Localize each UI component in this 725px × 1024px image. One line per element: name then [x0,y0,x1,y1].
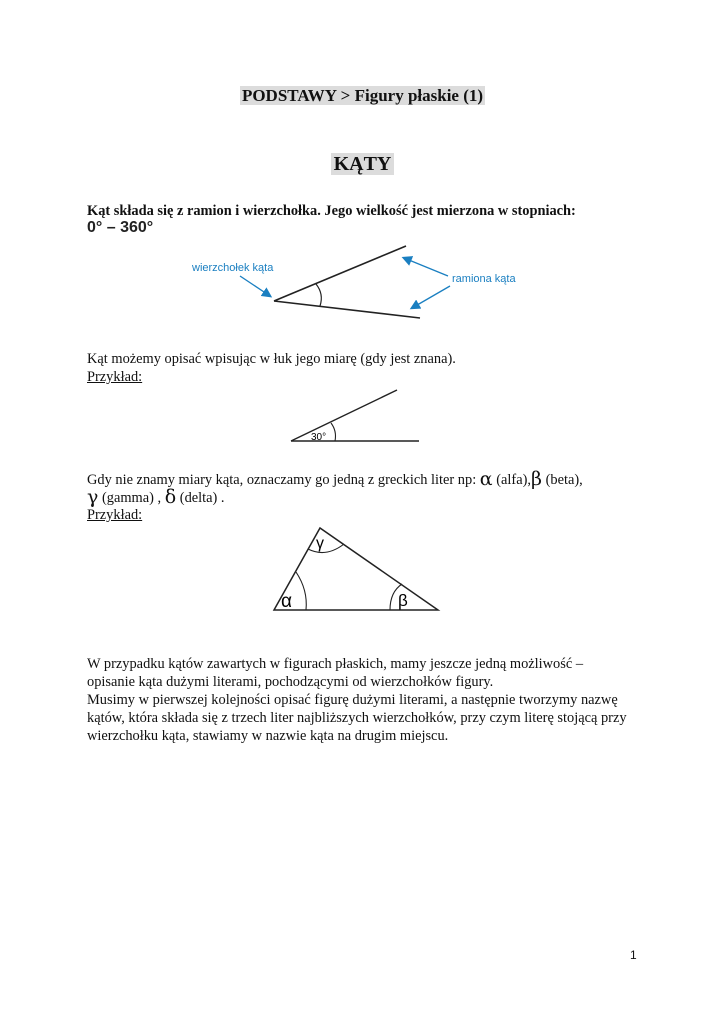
paragraph-line-5: wierzchołku kąta, stawiamy w nazwie kąta na drugim miejscu. [87,728,449,744]
greek-intro: Gdy nie znamy miary kąta, oznaczamy go jedną z greckich liter np: α (alfa),β (beta), [87,468,583,490]
upper-arm [274,246,406,301]
lower-arm [274,301,420,318]
delta-symbol: δ [164,486,177,508]
intro-text: Kąt składa się z ramion i wierzchołka. Jego wielkość jest mierzona w stopniach: [87,203,576,219]
beta-symbol: β [531,468,542,490]
paragraph-line-3: Musimy w pierwszej kolejności opisać figurę dużymi literami, a następnie tworzymy nazwę [87,692,618,708]
angle-30-label: 30° [311,432,327,443]
triangle-beta: β [398,591,408,610]
arms-arrow-lower [412,286,450,308]
paragraph-line-1: W przypadku kątów zawartych w figurach płaskich, mamy jeszcze jedną możliwość – [87,656,584,672]
arc-description: Kąt możemy opisać wpisując w łuk jego miarę (gdy jest znana). [87,351,456,367]
greek-intro-line2: γ (gamma) , δ (delta) . [87,486,225,508]
degree-range: 0° – 360° [87,219,154,236]
page-number: 1 [630,948,637,962]
section-heading: KĄTY [0,153,725,176]
triangle-diagram [268,522,444,616]
page-title: PODSTAWY > Figury płaskie (1) [241,86,484,105]
example-label-1: Przykład: [87,369,143,385]
angle-30-diagram [285,385,425,447]
triangle-gamma: γ [316,535,324,552]
triangle-alpha: α [281,591,292,612]
angle-parts-diagram [180,238,516,328]
example-label-2: Przykład: [87,507,143,523]
gamma-symbol: γ [87,486,99,508]
arms-label: ramiona kąta [452,273,516,285]
arms-arrow-upper [404,258,448,276]
paragraph-line-4: kątów, która składa się z trzech liter najbliższych wierzchołków, przy czym literę stojącą przy [87,710,627,726]
paragraph-line-2: opisanie kąta dużymi literami, pochodzącymi od wierzchołków figury. [87,674,494,690]
alpha-symbol: α [479,468,493,490]
angle-arc [316,284,321,306]
vertex-label: wierzchołek kąta [192,262,274,274]
vertex-arrow [240,276,270,296]
